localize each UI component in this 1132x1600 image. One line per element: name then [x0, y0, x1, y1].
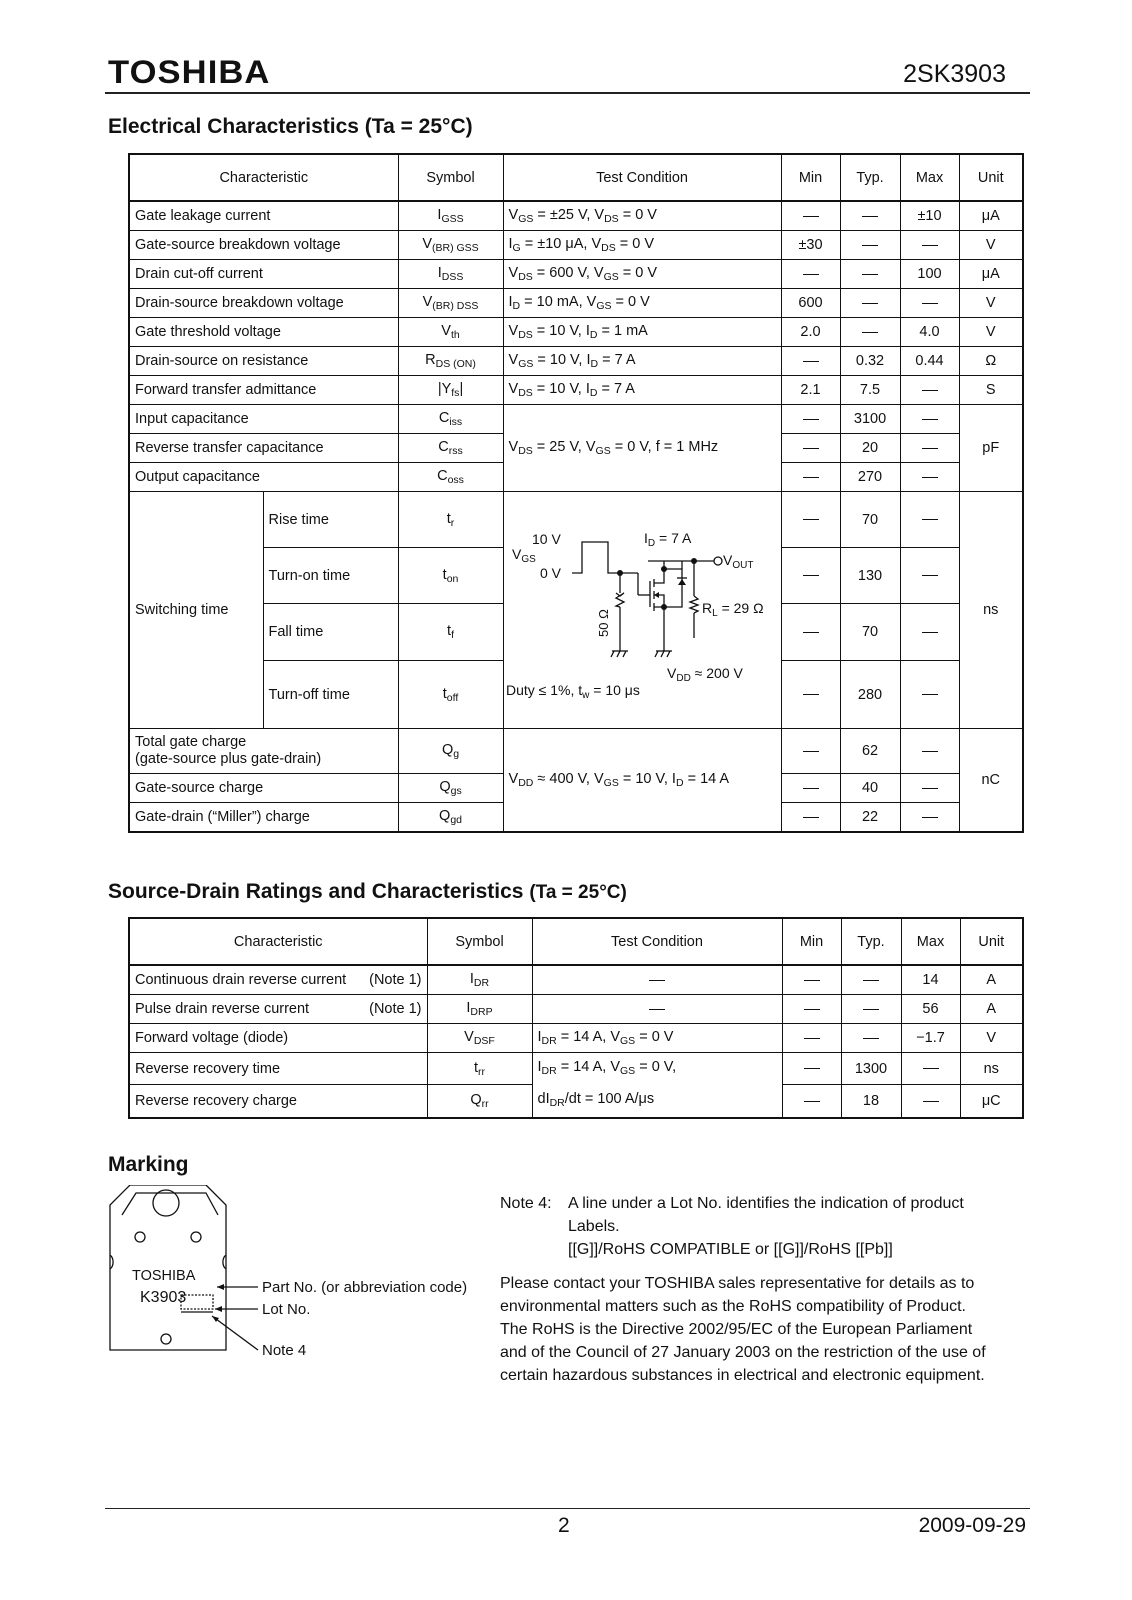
- symbol-cell: $Q_{gd}$: [398, 803, 503, 833]
- symbol-cell: $t_f$: [398, 604, 503, 661]
- symbol-cell: $I_{DR}$: [427, 965, 532, 995]
- footer-date: 2009-09-29: [918, 1514, 1026, 1537]
- typ-cell: 130: [840, 548, 900, 604]
- max-cell: ±10: [900, 201, 959, 231]
- table-row: [129, 201, 1023, 231]
- min-cell: [781, 201, 840, 231]
- min-cell: [781, 729, 840, 774]
- rohs-line: Please contact your TOSHIBA sales representative for details as to: [500, 1275, 975, 1292]
- header-unit: Unit: [959, 154, 1023, 201]
- symbol-cell: $I_{DRP}$: [427, 995, 532, 1024]
- min-cell: [781, 463, 840, 492]
- min-cell: 600: [781, 289, 840, 318]
- svg-text:0 V: 0 V: [539, 565, 561, 581]
- table-row: [129, 289, 1023, 318]
- package-brand: TOSHIBA: [132, 1268, 196, 1284]
- max-cell: [900, 289, 959, 318]
- min-cell: [782, 1053, 841, 1085]
- characteristic-cell: Turn-on time: [263, 548, 398, 604]
- min-cell: [781, 492, 840, 548]
- footer-rule: [105, 1508, 1030, 1509]
- typ-cell: 3100: [840, 405, 900, 434]
- header-symbol: Symbol: [398, 154, 503, 201]
- typ-cell: [840, 201, 900, 231]
- unit-cell: V: [960, 1024, 1023, 1053]
- header-rule: [105, 92, 1030, 94]
- characteristic-cell: Turn-off time: [263, 661, 398, 729]
- switching-circuit-cell: [503, 492, 781, 729]
- note4-label-text: Note 4:: [500, 1195, 552, 1212]
- part-number: 2SK3903: [903, 60, 1006, 88]
- table-row: [129, 376, 1023, 405]
- svg-text:RL = 29 Ω: $R_L = 29$ Ω: [701, 600, 764, 619]
- characteristic-cell: Forward transfer admittance: [129, 376, 398, 405]
- min-cell: ±30: [781, 231, 840, 260]
- unit-cell: μA: [959, 201, 1023, 231]
- symbol-cell: $C_{rss}$: [398, 434, 503, 463]
- characteristic-cell: Gate threshold voltage: [129, 318, 398, 347]
- typ-cell: [840, 231, 900, 260]
- typ-cell: 18: [841, 1085, 901, 1118]
- header-typ: Typ.: [840, 154, 900, 201]
- table-header-row: [129, 154, 1023, 201]
- condition-cell: $I_{DR} = 14$ A, $V_{GS} = 0$ V, $dI_{DR}/dt = 100$ A/μs: [532, 1053, 782, 1119]
- symbol-cell: $V_{th}$: [398, 318, 503, 347]
- note4-line: [[G]]/RoHS COMPATIBLE or [[G]]/RoHS [[Pb]]: [568, 1241, 893, 1258]
- electrical-characteristics-title: Electrical Characteristics (Ta = 25°C): [108, 115, 473, 138]
- max-cell: [900, 492, 959, 548]
- note4-line: Labels.: [568, 1218, 620, 1235]
- header-test-condition: Test Condition: [532, 918, 782, 965]
- typ-cell: 62: [840, 729, 900, 774]
- max-cell: [900, 231, 959, 260]
- package-code: K3903: [140, 1289, 187, 1306]
- source-drain-title-main: Source-Drain Ratings and Characteristics: [108, 880, 524, 903]
- characteristic-cell: Total gate charge (gate-source plus gate-drain): [129, 729, 398, 774]
- typ-cell: 70: [840, 492, 900, 548]
- condition-cell: $I_G = \pm 10$ μA, $V_{DS} = 0$ V: [503, 231, 781, 260]
- condition-cell: $V_{DD} \approx 400$ V, $V_{GS} = 10$ V, $I_D = 14$ A: [503, 729, 781, 833]
- min-cell: [781, 661, 840, 729]
- max-cell: [900, 604, 959, 661]
- max-cell: [901, 1085, 960, 1118]
- table-header-row: [129, 918, 1023, 965]
- characteristic-cell: Gate-drain (“Miller”) charge: [129, 803, 398, 833]
- table-row: [129, 965, 1023, 995]
- characteristic-cell: Reverse recovery charge: [129, 1085, 427, 1118]
- rohs-line: and of the Council of 27 January 2003 on the restriction of the use of: [500, 1344, 986, 1361]
- max-cell: [900, 803, 959, 833]
- symbol-cell: $t_r$: [398, 492, 503, 548]
- table-row: [129, 995, 1023, 1024]
- table-row: [129, 405, 1023, 434]
- note4-line: A line under a Lot No. identifies the indication of product: [568, 1195, 964, 1212]
- typ-cell: 40: [840, 774, 900, 803]
- symbol-cell: $Q_{rr}$: [427, 1085, 532, 1118]
- condition-cell: $V_{GS} = \pm 25$ V, $V_{DS} = 0$ V: [503, 201, 781, 231]
- source-drain-title-suffix: (Ta = 25°C): [529, 882, 627, 903]
- unit-cell: S: [959, 376, 1023, 405]
- min-cell: [781, 548, 840, 604]
- header-characteristic: Characteristic: [129, 918, 427, 965]
- condition-cell: $I_{DR} = 14$ A, $V_{GS} = 0$ V: [532, 1024, 782, 1053]
- min-cell: [781, 260, 840, 289]
- header-test-condition: Test Condition: [503, 154, 781, 201]
- header-max: Max: [901, 918, 960, 965]
- switching-time-label: Switching time: [129, 492, 263, 729]
- rohs-line: certain hazardous substances in electrical and electronic equipment.: [500, 1367, 985, 1384]
- symbol-cell: $C_{oss}$: [398, 463, 503, 492]
- toshiba-logo: TOSHIBA: [108, 54, 271, 90]
- symbol-cell: $Q_{gs}$: [398, 774, 503, 803]
- unit-cell: V: [959, 289, 1023, 318]
- rohs-line: The RoHS is the Directive 2002/95/EC of the European Parliament: [500, 1321, 973, 1338]
- header-max: Max: [900, 154, 959, 201]
- table-row: [129, 1053, 1023, 1085]
- unit-cell: V: [959, 231, 1023, 260]
- condition-cell: $V_{DS} = 10$ V, $I_D = 1$ mA: [503, 318, 781, 347]
- marking-title: Marking: [108, 1153, 189, 1176]
- max-cell: [900, 548, 959, 604]
- typ-cell: [840, 260, 900, 289]
- typ-cell: 22: [840, 803, 900, 833]
- characteristic-cell: Rise time: [263, 492, 398, 548]
- characteristic-cell: Gate-source charge: [129, 774, 398, 803]
- note4-label: Note 4: [262, 1342, 307, 1359]
- min-cell: [782, 1085, 841, 1118]
- typ-cell: 280: [840, 661, 900, 729]
- max-cell: [900, 405, 959, 434]
- unit-cell: ns: [960, 1053, 1023, 1085]
- typ-cell: 7.5: [840, 376, 900, 405]
- characteristic-cell: Drain-source on resistance: [129, 347, 398, 376]
- header-symbol: Symbol: [427, 918, 532, 965]
- symbol-cell: $t_{rr}$: [427, 1053, 532, 1085]
- characteristic-cell: Drain-source breakdown voltage: [129, 289, 398, 318]
- symbol-cell: $V_{(BR) DSS}$: [398, 289, 503, 318]
- max-cell: −1.7: [901, 1024, 960, 1053]
- min-cell: [782, 995, 841, 1024]
- min-cell: [781, 347, 840, 376]
- symbol-cell: $|Y_{fs}|$: [398, 376, 503, 405]
- max-cell: [901, 1053, 960, 1085]
- condition-cell: [532, 965, 782, 995]
- unit-cell: pF: [959, 405, 1023, 492]
- min-cell: [781, 803, 840, 833]
- max-cell: [900, 434, 959, 463]
- typ-cell: 1300: [841, 1053, 901, 1085]
- header-min: Min: [781, 154, 840, 201]
- characteristic-cell: Output capacitance: [129, 463, 398, 492]
- table-row: [129, 347, 1023, 376]
- unit-cell: V: [959, 318, 1023, 347]
- characteristic-cell: (Note 1) Continuous drain reverse current: [129, 965, 427, 995]
- typ-cell: 0.32: [840, 347, 900, 376]
- min-cell: 2.0: [781, 318, 840, 347]
- table-row: [129, 231, 1023, 260]
- header-typ: Typ.: [841, 918, 901, 965]
- typ-cell: 20: [840, 434, 900, 463]
- unit-cell: Ω: [959, 347, 1023, 376]
- condition-cell: $I_D = 10$ mA, $V_{GS} = 0$ V: [503, 289, 781, 318]
- rohs-line: environmental matters such as the RoHS compatibility of Product.: [500, 1298, 966, 1315]
- max-cell: 4.0: [900, 318, 959, 347]
- characteristic-cell: Fall time: [263, 604, 398, 661]
- header-unit: Unit: [960, 918, 1023, 965]
- min-cell: [781, 604, 840, 661]
- typ-cell: 70: [840, 604, 900, 661]
- symbol-cell: $t_{off}$: [398, 661, 503, 729]
- characteristic-cell: Gate leakage current: [129, 201, 398, 231]
- electrical-characteristics-table: [128, 153, 1024, 833]
- symbol-cell: $R_{DS (ON)}$: [398, 347, 503, 376]
- table-row: [129, 260, 1023, 289]
- header-min: Min: [782, 918, 841, 965]
- typ-cell: 270: [840, 463, 900, 492]
- max-cell: [900, 463, 959, 492]
- typ-cell: [841, 965, 901, 995]
- symbol-cell: $V_{(BR) GSS}$: [398, 231, 503, 260]
- symbol-cell: $I_{GSS}$: [398, 201, 503, 231]
- characteristic-cell: Input capacitance: [129, 405, 398, 434]
- characteristic-cell: (Note 1) Pulse drain reverse current: [129, 995, 427, 1024]
- max-cell: 56: [901, 995, 960, 1024]
- condition-cell: [532, 995, 782, 1024]
- table-row: [129, 729, 1023, 774]
- source-drain-title: [108, 880, 627, 904]
- max-cell: [900, 376, 959, 405]
- lot-no-label: Lot No.: [262, 1301, 311, 1318]
- characteristic-cell: Reverse recovery time: [129, 1053, 427, 1085]
- symbol-cell: $t_{on}$: [398, 548, 503, 604]
- typ-cell: [840, 318, 900, 347]
- svg-text:10 V: 10 V: [531, 531, 561, 547]
- condition-cell: $V_{DS} = 10$ V, $I_D = 7$ A: [503, 376, 781, 405]
- source-drain-table: [128, 917, 1024, 1119]
- unit-cell: μA: [959, 260, 1023, 289]
- max-cell: 14: [901, 965, 960, 995]
- min-cell: 2.1: [781, 376, 840, 405]
- characteristic-cell: Reverse transfer capacitance: [129, 434, 398, 463]
- typ-cell: [841, 1024, 901, 1053]
- svg-text:Duty ≤ 1%, tw = 10 μs: Duty ≤ 1%, $t_w = 10$ μs: [505, 682, 640, 701]
- part-no-label: Part No. (or abbreviation code): [262, 1279, 468, 1296]
- characteristic-cell: Gate-source breakdown voltage: [129, 231, 398, 260]
- symbol-cell: $I_{DSS}$: [398, 260, 503, 289]
- typ-cell: [841, 995, 901, 1024]
- symbol-cell: $Q_g$: [398, 729, 503, 774]
- page-number: 2: [558, 1514, 570, 1537]
- svg-text:VGS: $V_{GS}$: [511, 546, 536, 565]
- header-characteristic: Characteristic: [129, 154, 398, 201]
- table-row: [129, 1024, 1023, 1053]
- table-row: [129, 492, 1023, 548]
- characteristic-cell: Forward voltage (diode): [129, 1024, 427, 1053]
- max-cell: 0.44: [900, 347, 959, 376]
- marking-diagram: [108, 1185, 488, 1365]
- unit-cell: nC: [959, 729, 1023, 833]
- unit-cell: A: [960, 965, 1023, 995]
- characteristic-cell: Drain cut-off current: [129, 260, 398, 289]
- symbol-cell: $V_{DSF}$: [427, 1024, 532, 1053]
- min-cell: [782, 965, 841, 995]
- min-cell: [781, 405, 840, 434]
- max-cell: 100: [900, 260, 959, 289]
- symbol-cell: $C_{iss}$: [398, 405, 503, 434]
- svg-text:VDD ≈ 200 V: $V_{DD} \approx 200$ V: [666, 665, 743, 684]
- max-cell: [900, 661, 959, 729]
- rohs-note: [500, 1272, 1030, 1387]
- max-cell: [900, 729, 959, 774]
- note4-body: [568, 1192, 1028, 1261]
- table-row: [129, 318, 1023, 347]
- switching-test-circuit: [504, 495, 770, 725]
- svg-text:50 Ω: 50 Ω: [595, 609, 611, 637]
- condition-cell: $V_{GS} = 10$ V, $I_D = 7$ A: [503, 347, 781, 376]
- svg-text:VOUT: $V_{OUT}$: [722, 552, 753, 571]
- typ-cell: [840, 289, 900, 318]
- unit-cell: A: [960, 995, 1023, 1024]
- min-cell: [781, 434, 840, 463]
- condition-cell: $V_{DS} = 25$ V, $V_{GS} = 0$ V, f = 1 MHz: [503, 405, 781, 492]
- unit-cell: μC: [960, 1085, 1023, 1118]
- min-cell: [782, 1024, 841, 1053]
- svg-text:ID = 7 A: $I_D = 7$ A: [643, 530, 691, 549]
- min-cell: [781, 774, 840, 803]
- max-cell: [900, 774, 959, 803]
- condition-cell: $V_{DS} = 600$ V, $V_{GS} = 0$ V: [503, 260, 781, 289]
- unit-cell: ns: [959, 492, 1023, 729]
